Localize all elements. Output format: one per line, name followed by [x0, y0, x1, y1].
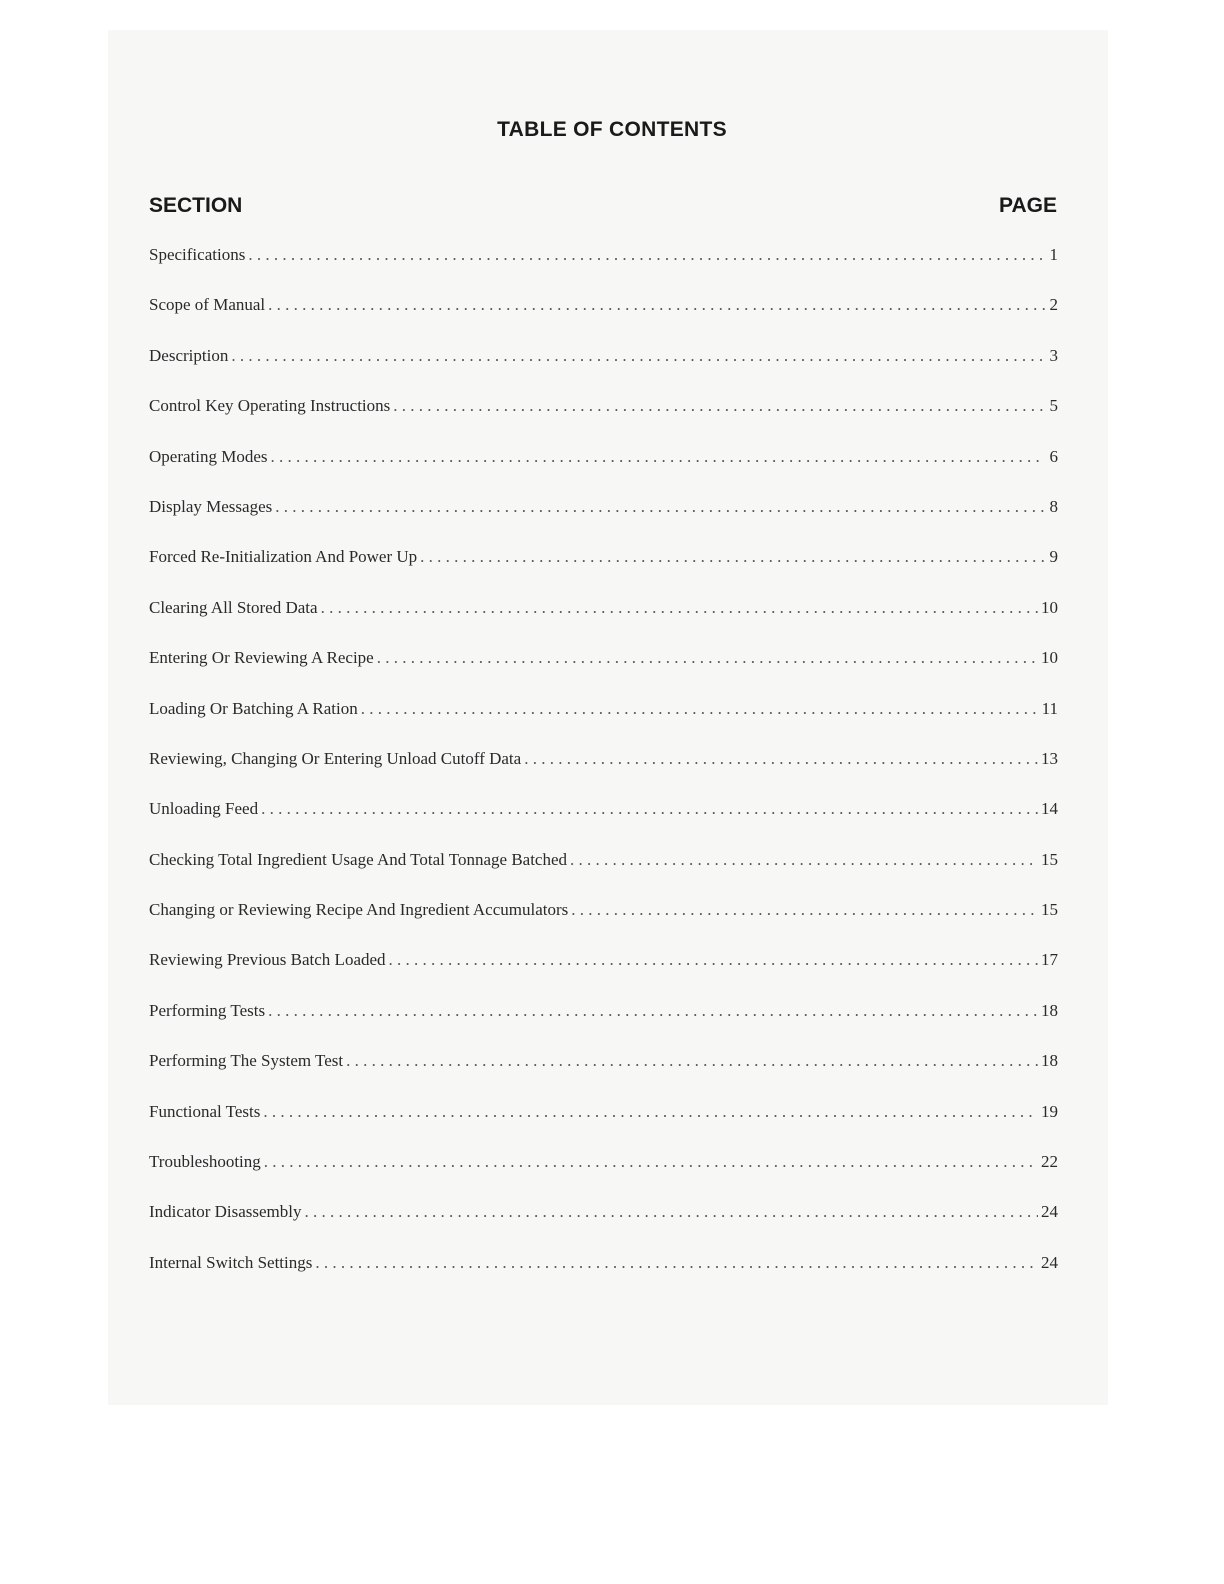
toc-entry-label: Clearing All Stored Data [149, 597, 318, 617]
toc-entry-label: Reviewing, Changing Or Entering Unload Cutoff Data [149, 748, 522, 768]
toc-entry [149, 699, 1058, 749]
toc-entry-page: 11 [1041, 698, 1058, 718]
leader-dots [261, 799, 1038, 819]
toc-entry-label: Description [149, 345, 229, 365]
toc-entry [149, 850, 1058, 900]
leader-dots [305, 1202, 1039, 1222]
leader-dots [315, 1253, 1038, 1273]
toc-entry-label: Specifications [149, 245, 246, 264]
leader-dots [231, 346, 1045, 366]
toc-entry [149, 900, 1058, 950]
toc-entry-label: Internal Switch Settings [149, 1252, 313, 1272]
toc-entry-label: Reviewing Previous Batch Loaded [149, 950, 386, 970]
toc-entry [149, 295, 1058, 345]
toc-entry [149, 950, 1058, 1000]
toc-entry [149, 1253, 1058, 1303]
leader-dots [420, 547, 1045, 567]
toc-entry [149, 497, 1058, 547]
toc-entry-label: Unloading Feed [149, 799, 259, 819]
leader-dots [389, 950, 1038, 970]
toc-entry-page: 10 [1041, 648, 1058, 668]
leader-dots [321, 598, 1038, 618]
toc-entry-page: 18 [1041, 1051, 1058, 1071]
leader-dots [346, 1051, 1038, 1071]
toc-entry-page: 3 [1049, 345, 1058, 365]
section-column-header: SECTION [149, 194, 243, 217]
toc-entry [149, 245, 1058, 295]
page-column-header: PAGE [999, 194, 1057, 217]
leader-dots [264, 1152, 1038, 1172]
toc-entry [149, 346, 1058, 396]
toc-entry-label: Loading Or Batching A Ration [149, 698, 358, 718]
toc-entry [149, 598, 1058, 648]
toc-entry-label: Control Key Operating Instructions [149, 396, 391, 416]
leader-dots [524, 749, 1038, 769]
toc-entry-page: 24 [1041, 1202, 1058, 1222]
leader-dots [271, 447, 1045, 467]
toc-entry [149, 799, 1058, 849]
leader-dots [268, 1001, 1038, 1021]
toc-entry [149, 1001, 1058, 1051]
toc-entry-label: Performing Tests [149, 1000, 266, 1020]
toc-entry [149, 447, 1058, 497]
leader-dots [263, 1102, 1038, 1122]
toc-entry-label: Troubleshooting [149, 1152, 261, 1172]
toc-entry-page: 2 [1049, 295, 1058, 315]
toc-entry [149, 1152, 1058, 1202]
toc-entry-label: Changing or Reviewing Recipe And Ingredient Accumulators [149, 900, 569, 920]
toc-entry-page: 15 [1041, 900, 1058, 920]
toc-entry-page: 9 [1049, 547, 1058, 567]
toc-entry [149, 749, 1058, 799]
toc-entry-label: Indicator Disassembly [149, 1202, 302, 1222]
toc-entry [149, 396, 1058, 446]
toc-entry-page: 17 [1041, 950, 1058, 970]
toc-entry-label: Checking Total Ingredient Usage And Total Tonnage Batched [149, 849, 568, 869]
toc-entry-page: 1 [1049, 245, 1058, 264]
toc-entry-label: Display Messages [149, 496, 273, 516]
toc-entry-page: 10 [1041, 597, 1058, 617]
leader-dots [268, 295, 1045, 315]
toc-entry-label: Entering Or Reviewing A Recipe [149, 648, 374, 668]
toc-entry [149, 648, 1058, 698]
toc-entry-page: 5 [1049, 396, 1058, 416]
toc-entry-page: 13 [1041, 748, 1058, 768]
page-title: TABLE OF CONTENTS [497, 118, 727, 141]
leader-dots [361, 699, 1039, 719]
toc-entry [149, 1202, 1058, 1252]
toc-entry-page: 18 [1041, 1000, 1058, 1020]
toc-entry-page: 6 [1049, 446, 1058, 466]
leader-dots [377, 648, 1038, 668]
leader-dots [571, 900, 1038, 920]
toc-entry-label: Operating Modes [149, 446, 268, 466]
toc-entry-page: 19 [1041, 1101, 1058, 1121]
toc-entry [149, 1102, 1058, 1152]
toc-entry-label: Functional Tests [149, 1101, 261, 1121]
toc-entry-page: 15 [1041, 849, 1058, 869]
leader-dots [570, 850, 1038, 870]
toc-entry [149, 547, 1058, 597]
toc-entry [149, 1051, 1058, 1101]
toc-entry-label: Scope of Manual [149, 295, 266, 315]
toc-entry-page: 8 [1049, 496, 1058, 516]
toc-entry-page: 24 [1041, 1252, 1058, 1272]
toc-entry-label: Performing The System Test [149, 1051, 344, 1071]
leader-dots [393, 396, 1045, 416]
leader-dots [275, 497, 1045, 517]
toc-entry-page: 14 [1041, 799, 1058, 819]
toc-entry-page: 22 [1041, 1152, 1058, 1172]
toc-entry-label: Forced Re-Initialization And Power Up [149, 547, 418, 567]
toc-list [149, 245, 1058, 1303]
leader-dots [248, 245, 1045, 265]
